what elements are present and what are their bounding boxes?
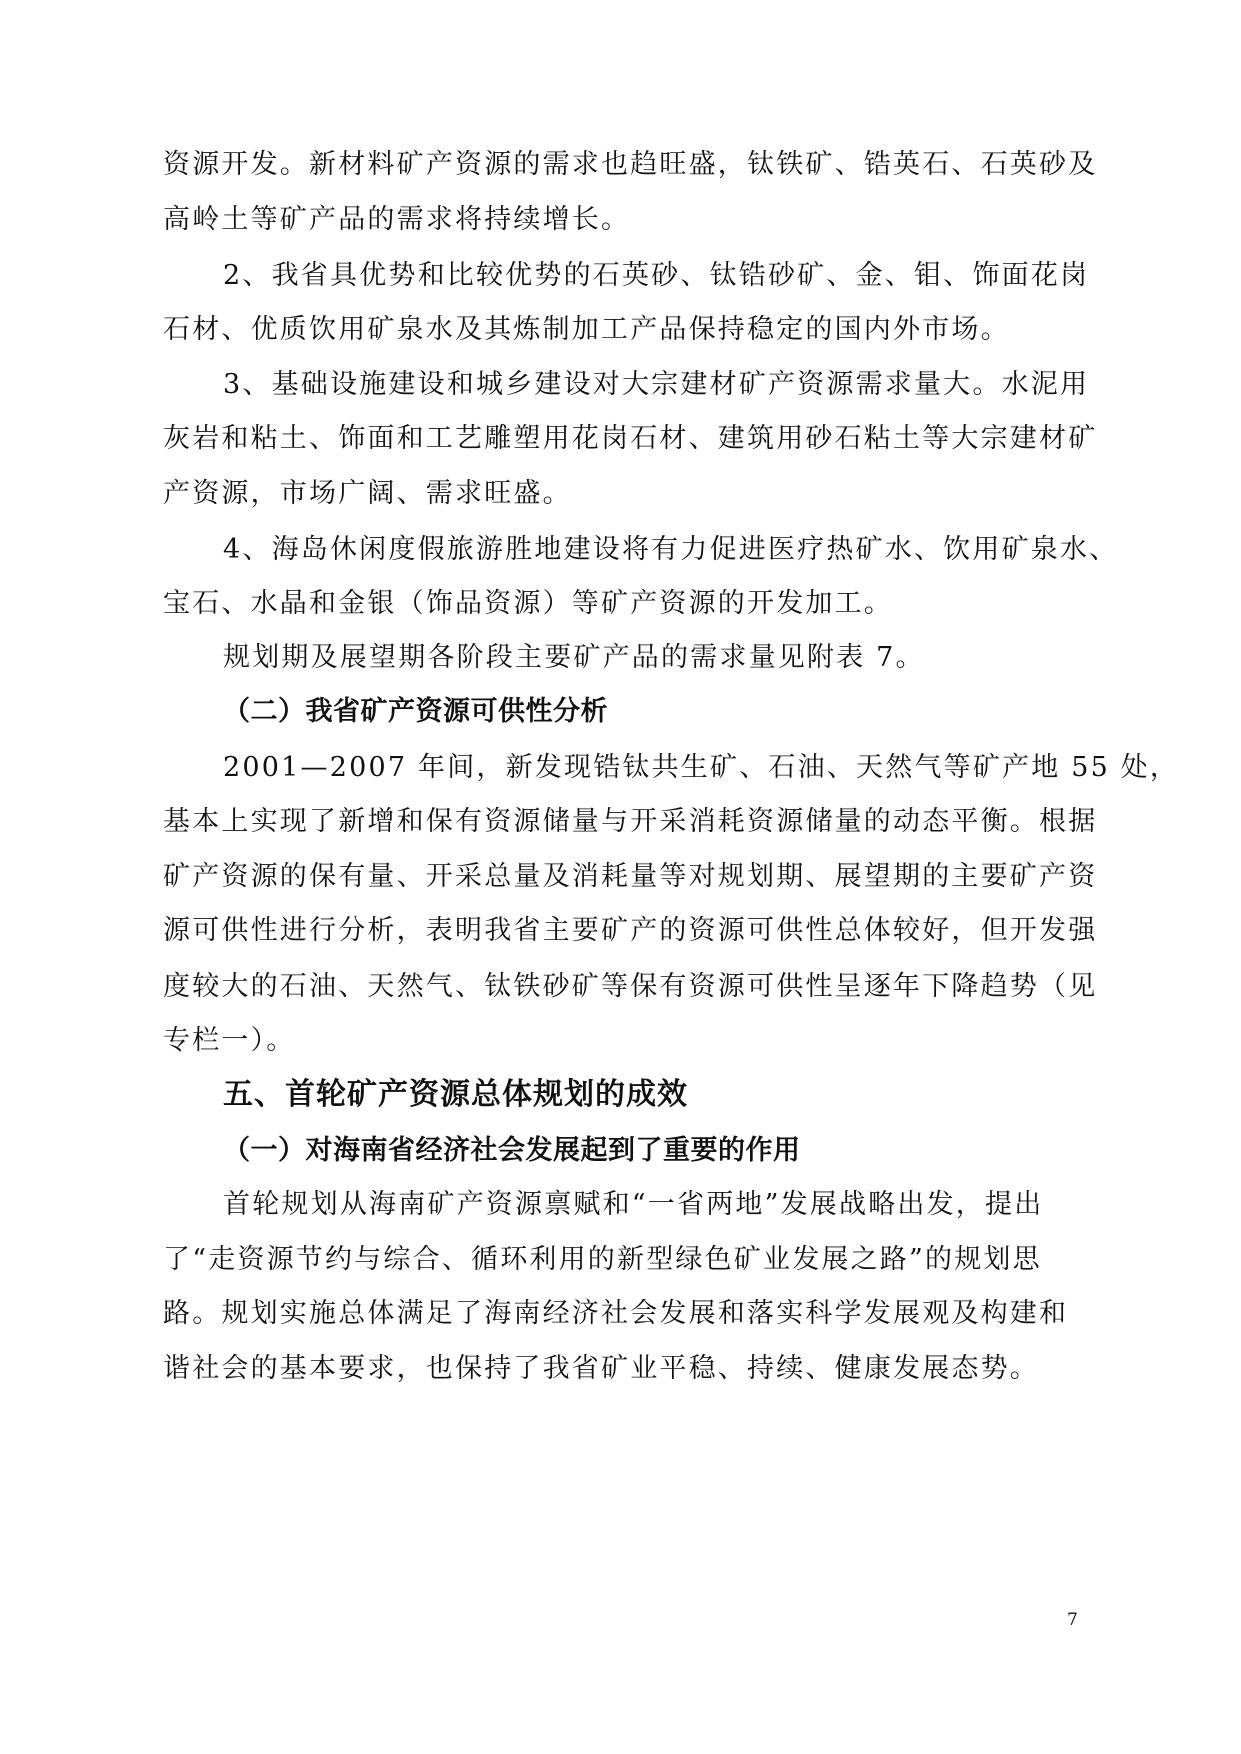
section-heading: （二）我省矿产资源可供性分析 [223,696,608,727]
paragraph-line: 源可供性进行分析，表明我省主要矿产的资源可供性总体较好，但开发强 [163,915,1098,946]
paragraph-line: 3、基础设施建设和城乡建设对大宗建材矿产资源需求量大。水泥用 [223,369,1090,400]
paragraph-line: 专栏一）。 [163,1025,296,1056]
paragraph-line: 石材、优质饮用矿泉水及其炼制加工产品保持稳定的国内外市场。 [163,314,1010,345]
paragraph-line: 宝石、水晶和金银（饰品资源）等矿产资源的开发加工。 [163,588,893,619]
paragraph-line: 2001—2007 年间，新发现锆钛共生矿、石油、天然气等矿产地 55 处， [223,752,1180,783]
paragraph-line: 了“走资源节约与综合、循环利用的新型绿色矿业发展之路”的规划思 [163,1244,1042,1275]
paragraph-line: 高岭土等矿产品的需求将持续增长。 [163,204,631,235]
paragraph-line: 4、海岛休闲度假旅游胜地建设将有力促进医疗热矿水、饮用矿泉水、 [223,534,1119,565]
paragraph-line: 资源开发。新材料矿产资源的需求也趋旺盛，钛铁矿、锆英石、石英砂及 [163,149,1098,180]
paragraph-line: 产资源，市场广阔、需求旺盛。 [163,478,572,509]
paragraph-line: 灰岩和粘土、饰面和工艺雕塑用花岗石材、建筑用砂石粘土等大宗建材矿 [163,423,1098,454]
paragraph-line: 2、我省具优势和比较优势的石英砂、钛锆砂矿、金、钼、饰面花岗 [223,260,1090,291]
chapter-heading: 五、首轮矿产资源总体规划的成效 [223,1077,688,1112]
section-heading: （一）对海南省经济社会发展起到了重要的作用 [223,1135,801,1166]
paragraph-line: 矿产资源的保有量、开采总量及消耗量等对规划期、展望期的主要矿产资 [163,861,1098,892]
paragraph-line: 基本上实现了新增和保有资源储量与开采消耗资源储量的动态平衡。根据 [163,806,1098,837]
paragraph-line: 首轮规划从海南矿产资源禀赋和“一省两地”发展战略出发，提出 [223,1189,1044,1220]
paragraph-line: 规划期及展望期各阶段主要矿产品的需求量见附表 7。 [223,642,925,673]
paragraph-line: 路。规划实施总体满足了海南经济社会发展和落实科学发展观及构建和 [163,1298,1069,1329]
paragraph-line: 度较大的石油、天然气、钛铁砂矿等保有资源可供性呈逐年下降趋势（见 [163,971,1098,1002]
paragraph-line: 谐社会的基本要求，也保持了我省矿业平稳、持续、健康发展态势。 [163,1353,1039,1384]
page-number: 7 [1067,1610,1078,1630]
